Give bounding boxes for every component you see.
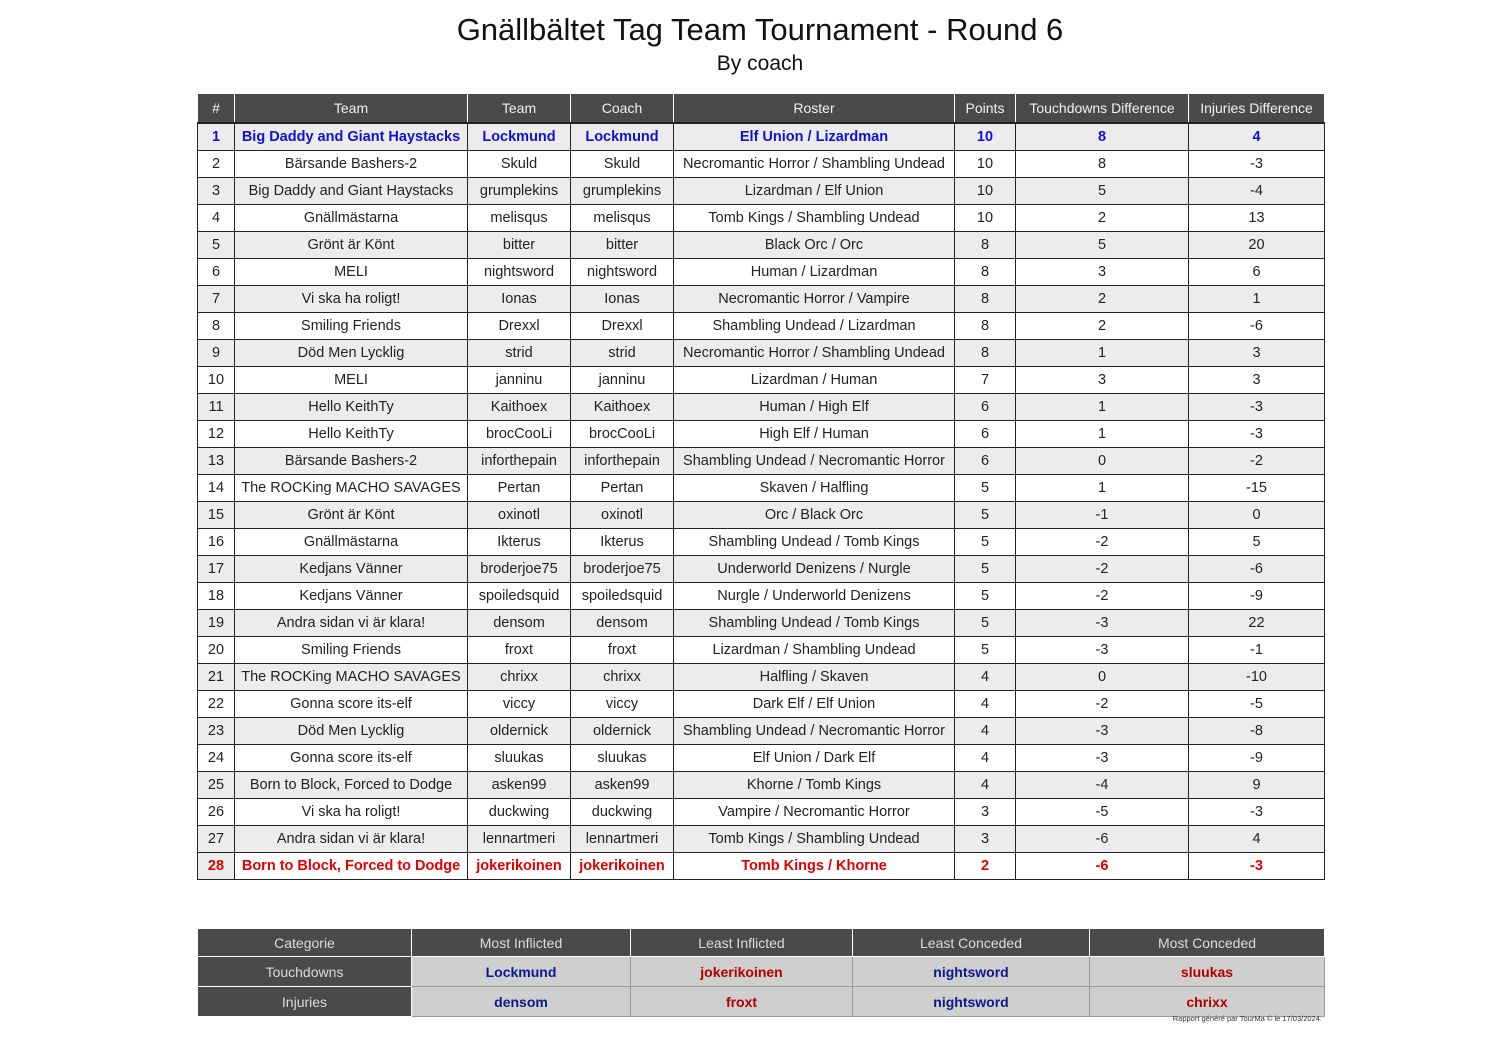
cell-roster: Lizardman / Shambling Undead <box>674 637 955 664</box>
cell-team: The ROCKing MACHO SAVAGES <box>235 475 468 502</box>
cell-rank: 22 <box>198 691 235 718</box>
cell-touchdowns-difference: -3 <box>1016 610 1189 637</box>
cell-points: 5 <box>955 637 1016 664</box>
cell-injuries-difference: 3 <box>1189 367 1325 394</box>
cell-team-2: froxt <box>468 637 571 664</box>
stats-most-conceded: sluukas <box>1090 957 1325 987</box>
cell-points: 5 <box>955 529 1016 556</box>
cell-team-2: bitter <box>468 232 571 259</box>
cell-coach: strid <box>571 340 674 367</box>
cell-rank: 12 <box>198 421 235 448</box>
table-row <box>198 583 1325 610</box>
cell-roster: Necromantic Horror / Shambling Undead <box>674 340 955 367</box>
table-row <box>198 745 1325 772</box>
cell-injuries-difference: 9 <box>1189 772 1325 799</box>
cell-roster: Orc / Black Orc <box>674 502 955 529</box>
cell-rank: 16 <box>198 529 235 556</box>
cell-roster: Lizardman / Human <box>674 367 955 394</box>
cell-team-2: Kaithoex <box>468 394 571 421</box>
cell-rank: 13 <box>198 448 235 475</box>
cell-touchdowns-difference: -3 <box>1016 637 1189 664</box>
table-row <box>198 664 1325 691</box>
cell-points: 10 <box>955 205 1016 232</box>
cell-points: 5 <box>955 556 1016 583</box>
cell-points: 6 <box>955 394 1016 421</box>
cell-team: Andra sidan vi är klara! <box>235 610 468 637</box>
cell-points: 5 <box>955 475 1016 502</box>
cell-roster: Elf Union / Dark Elf <box>674 745 955 772</box>
cell-coach: chrixx <box>571 664 674 691</box>
cell-coach: grumplekins <box>571 178 674 205</box>
cell-team: Död Men Lycklig <box>235 718 468 745</box>
cell-team-2: asken99 <box>468 772 571 799</box>
cell-points: 8 <box>955 313 1016 340</box>
cell-roster: Tomb Kings / Shambling Undead <box>674 826 955 853</box>
cell-rank: 23 <box>198 718 235 745</box>
cell-touchdowns-difference: 8 <box>1016 151 1189 178</box>
cell-injuries-difference: 13 <box>1189 205 1325 232</box>
cell-injuries-difference: 3 <box>1189 340 1325 367</box>
table-row <box>198 637 1325 664</box>
cell-team: Smiling Friends <box>235 313 468 340</box>
cell-rank: 15 <box>198 502 235 529</box>
table-row <box>198 232 1325 259</box>
column-header-team-2: Team <box>468 94 571 124</box>
cell-team: Död Men Lycklig <box>235 340 468 367</box>
cell-rank: 17 <box>198 556 235 583</box>
cell-team-2: nightsword <box>468 259 571 286</box>
cell-coach: spoiledsquid <box>571 583 674 610</box>
cell-rank: 18 <box>198 583 235 610</box>
table-row <box>198 340 1325 367</box>
cell-injuries-difference: -8 <box>1189 718 1325 745</box>
cell-rank: 5 <box>198 232 235 259</box>
report-footer: Rapport généré par TourMa © le 17/03/2024. <box>1172 1014 1322 1023</box>
cell-roster: Human / Lizardman <box>674 259 955 286</box>
cell-roster: Shambling Undead / Necromantic Horror <box>674 448 955 475</box>
cell-injuries-difference: -4 <box>1189 178 1325 205</box>
cell-touchdowns-difference: 2 <box>1016 313 1189 340</box>
cell-touchdowns-difference: -6 <box>1016 826 1189 853</box>
stats-header-categorie: Categorie <box>198 929 412 957</box>
cell-team-2: broderjoe75 <box>468 556 571 583</box>
table-row <box>198 367 1325 394</box>
cell-points: 8 <box>955 286 1016 313</box>
cell-team-2: Ionas <box>468 286 571 313</box>
cell-points: 3 <box>955 826 1016 853</box>
cell-rank: 2 <box>198 151 235 178</box>
cell-coach: inforthepain <box>571 448 674 475</box>
cell-team-2: Ikterus <box>468 529 571 556</box>
cell-points: 4 <box>955 718 1016 745</box>
stats-header-least-conceded: Least Conceded <box>853 929 1090 957</box>
cell-points: 8 <box>955 340 1016 367</box>
cell-roster: Khorne / Tomb Kings <box>674 772 955 799</box>
cell-team-2: Pertan <box>468 475 571 502</box>
cell-rank: 4 <box>198 205 235 232</box>
cell-coach: bitter <box>571 232 674 259</box>
stats-most-inflicted: Lockmund <box>412 957 631 987</box>
table-row <box>198 556 1325 583</box>
cell-points: 2 <box>955 853 1016 880</box>
cell-points: 3 <box>955 799 1016 826</box>
stats-category: Injuries <box>198 987 412 1017</box>
cell-rank: 14 <box>198 475 235 502</box>
page-title: Gnällbältet Tag Team Tournament - Round 6 <box>456 12 1064 47</box>
cell-injuries-difference: -9 <box>1189 745 1325 772</box>
table-row <box>198 259 1325 286</box>
cell-injuries-difference: -6 <box>1189 313 1325 340</box>
cell-touchdowns-difference: 1 <box>1016 340 1189 367</box>
cell-coach: oldernick <box>571 718 674 745</box>
cell-points: 10 <box>955 151 1016 178</box>
cell-team: Bärsande Bashers-2 <box>235 448 468 475</box>
cell-team: Grönt är Könt <box>235 232 468 259</box>
cell-team-2: strid <box>468 340 571 367</box>
cell-team-2: viccy <box>468 691 571 718</box>
cell-touchdowns-difference: -2 <box>1016 691 1189 718</box>
column-header-injuries-difference: Injuries Difference <box>1189 94 1325 124</box>
cell-team-2: Lockmund <box>468 123 571 151</box>
cell-touchdowns-difference: 2 <box>1016 286 1189 313</box>
cell-touchdowns-difference: -5 <box>1016 799 1189 826</box>
table-row <box>198 772 1325 799</box>
cell-injuries-difference: 20 <box>1189 232 1325 259</box>
cell-touchdowns-difference: 1 <box>1016 475 1189 502</box>
cell-roster: Vampire / Necromantic Horror <box>674 799 955 826</box>
cell-roster: Lizardman / Elf Union <box>674 178 955 205</box>
cell-injuries-difference: 22 <box>1189 610 1325 637</box>
cell-roster: Nurgle / Underworld Denizens <box>674 583 955 610</box>
cell-rank: 11 <box>198 394 235 421</box>
cell-roster: Necromantic Horror / Vampire <box>674 286 955 313</box>
cell-points: 5 <box>955 502 1016 529</box>
cell-touchdowns-difference: 1 <box>1016 394 1189 421</box>
cell-touchdowns-difference: 0 <box>1016 448 1189 475</box>
cell-points: 5 <box>955 610 1016 637</box>
column-header-team: Team <box>235 94 468 124</box>
cell-rank: 21 <box>198 664 235 691</box>
table-row <box>198 475 1325 502</box>
cell-roster: Necromantic Horror / Shambling Undead <box>674 151 955 178</box>
table-row <box>198 205 1325 232</box>
cell-injuries-difference: -3 <box>1189 853 1325 880</box>
cell-team: Vi ska ha roligt! <box>235 286 468 313</box>
cell-coach: nightsword <box>571 259 674 286</box>
stats-header-most-conceded: Most Conceded <box>1090 929 1325 957</box>
cell-injuries-difference: -6 <box>1189 556 1325 583</box>
cell-touchdowns-difference: 3 <box>1016 367 1189 394</box>
cell-injuries-difference: -9 <box>1189 583 1325 610</box>
cell-injuries-difference: -1 <box>1189 637 1325 664</box>
cell-roster: Human / High Elf <box>674 394 955 421</box>
cell-touchdowns-difference: 8 <box>1016 123 1189 151</box>
cell-team: Born to Block, Forced to Dodge <box>235 772 468 799</box>
cell-coach: broderjoe75 <box>571 556 674 583</box>
stats-least-conceded: nightsword <box>853 957 1090 987</box>
cell-rank: 25 <box>198 772 235 799</box>
cell-points: 8 <box>955 232 1016 259</box>
cell-touchdowns-difference: 0 <box>1016 664 1189 691</box>
cell-coach: Kaithoex <box>571 394 674 421</box>
table-row <box>198 151 1325 178</box>
cell-touchdowns-difference: 3 <box>1016 259 1189 286</box>
cell-touchdowns-difference: -2 <box>1016 556 1189 583</box>
cell-roster: Shambling Undead / Necromantic Horror <box>674 718 955 745</box>
cell-touchdowns-difference: -2 <box>1016 529 1189 556</box>
cell-coach: froxt <box>571 637 674 664</box>
cell-touchdowns-difference: -6 <box>1016 853 1189 880</box>
cell-coach: janninu <box>571 367 674 394</box>
cell-team-2: grumplekins <box>468 178 571 205</box>
rankings-body <box>198 123 1325 880</box>
cell-points: 8 <box>955 259 1016 286</box>
cell-injuries-difference: -3 <box>1189 421 1325 448</box>
cell-injuries-difference: 6 <box>1189 259 1325 286</box>
cell-team-2: duckwing <box>468 799 571 826</box>
table-row <box>198 691 1325 718</box>
cell-injuries-difference: -10 <box>1189 664 1325 691</box>
column-header-rank: # <box>198 94 235 124</box>
table-row <box>198 394 1325 421</box>
cell-team: Gnällmästarna <box>235 205 468 232</box>
cell-coach: duckwing <box>571 799 674 826</box>
cell-roster: Halfling / Skaven <box>674 664 955 691</box>
cell-team: Bärsande Bashers-2 <box>235 151 468 178</box>
table-row <box>198 853 1325 880</box>
cell-touchdowns-difference: 1 <box>1016 421 1189 448</box>
cell-rank: 7 <box>198 286 235 313</box>
column-header-touchdowns-difference: Touchdowns Difference <box>1016 94 1189 124</box>
cell-points: 4 <box>955 745 1016 772</box>
cell-coach: oxinotl <box>571 502 674 529</box>
cell-coach: brocCooLi <box>571 421 674 448</box>
cell-rank: 28 <box>198 853 235 880</box>
stats-least-conceded: nightsword <box>853 987 1090 1017</box>
cell-injuries-difference: -5 <box>1189 691 1325 718</box>
cell-injuries-difference: 1 <box>1189 286 1325 313</box>
rankings-table <box>197 93 1325 880</box>
stats-least-inflicted: jokerikoinen <box>631 957 853 987</box>
cell-rank: 26 <box>198 799 235 826</box>
cell-team-2: lennartmeri <box>468 826 571 853</box>
stats-row-injuries <box>198 987 1325 1017</box>
cell-roster: Skaven / Halfling <box>674 475 955 502</box>
cell-injuries-difference: 0 <box>1189 502 1325 529</box>
cell-rank: 24 <box>198 745 235 772</box>
table-row <box>198 421 1325 448</box>
page-subtitle: By coach <box>716 52 804 75</box>
cell-roster: High Elf / Human <box>674 421 955 448</box>
cell-roster: Shambling Undead / Tomb Kings <box>674 529 955 556</box>
cell-team-2: sluukas <box>468 745 571 772</box>
cell-touchdowns-difference: -2 <box>1016 583 1189 610</box>
cell-coach: jokerikoinen <box>571 853 674 880</box>
cell-team: Big Daddy and Giant Haystacks <box>235 178 468 205</box>
cell-team-2: oxinotl <box>468 502 571 529</box>
cell-coach: Ikterus <box>571 529 674 556</box>
cell-points: 10 <box>955 178 1016 205</box>
cell-injuries-difference: -3 <box>1189 799 1325 826</box>
cell-coach: viccy <box>571 691 674 718</box>
cell-coach: Skuld <box>571 151 674 178</box>
cell-injuries-difference: -3 <box>1189 394 1325 421</box>
cell-roster: Dark Elf / Elf Union <box>674 691 955 718</box>
cell-rank: 9 <box>198 340 235 367</box>
cell-touchdowns-difference: -1 <box>1016 502 1189 529</box>
cell-team: Gonna score its-elf <box>235 691 468 718</box>
stats-header-most-inflicted: Most Inflicted <box>412 929 631 957</box>
cell-injuries-difference: -15 <box>1189 475 1325 502</box>
table-row <box>198 313 1325 340</box>
table-row <box>198 799 1325 826</box>
cell-rank: 10 <box>198 367 235 394</box>
stats-header-least-inflicted: Least Inflicted <box>631 929 853 957</box>
table-row <box>198 826 1325 853</box>
cell-roster: Shambling Undead / Tomb Kings <box>674 610 955 637</box>
cell-injuries-difference: -3 <box>1189 151 1325 178</box>
stats-row-touchdowns <box>198 957 1325 987</box>
cell-team: Kedjans Vänner <box>235 583 468 610</box>
cell-coach: asken99 <box>571 772 674 799</box>
cell-team: Hello KeithTy <box>235 421 468 448</box>
cell-team-2: janninu <box>468 367 571 394</box>
cell-rank: 27 <box>198 826 235 853</box>
cell-points: 6 <box>955 421 1016 448</box>
cell-points: 7 <box>955 367 1016 394</box>
cell-points: 5 <box>955 583 1016 610</box>
table-row <box>198 448 1325 475</box>
cell-team: Big Daddy and Giant Haystacks <box>235 123 468 151</box>
cell-points: 4 <box>955 664 1016 691</box>
stats-category: Touchdowns <box>198 957 412 987</box>
cell-roster: Elf Union / Lizardman <box>674 123 955 151</box>
cell-injuries-difference: 4 <box>1189 123 1325 151</box>
table-row <box>198 718 1325 745</box>
cell-rank: 6 <box>198 259 235 286</box>
stats-least-inflicted: froxt <box>631 987 853 1017</box>
cell-team-2: brocCooLi <box>468 421 571 448</box>
statistics-header-row <box>198 929 1325 957</box>
cell-roster: Shambling Undead / Lizardman <box>674 313 955 340</box>
cell-points: 4 <box>955 691 1016 718</box>
cell-team: Andra sidan vi är klara! <box>235 826 468 853</box>
cell-rank: 1 <box>198 123 235 151</box>
cell-touchdowns-difference: -3 <box>1016 718 1189 745</box>
cell-team: Hello KeithTy <box>235 394 468 421</box>
cell-touchdowns-difference: 2 <box>1016 205 1189 232</box>
cell-team: Gnällmästarna <box>235 529 468 556</box>
cell-points: 6 <box>955 448 1016 475</box>
cell-rank: 3 <box>198 178 235 205</box>
cell-coach: Pertan <box>571 475 674 502</box>
cell-team-2: jokerikoinen <box>468 853 571 880</box>
column-header-roster: Roster <box>674 94 955 124</box>
cell-touchdowns-difference: -3 <box>1016 745 1189 772</box>
statistics-table <box>197 928 1325 1017</box>
table-row <box>198 610 1325 637</box>
cell-coach: melisqus <box>571 205 674 232</box>
cell-team: The ROCKing MACHO SAVAGES <box>235 664 468 691</box>
cell-roster: Black Orc / Orc <box>674 232 955 259</box>
cell-team: Gonna score its-elf <box>235 745 468 772</box>
cell-team: Born to Block, Forced to Dodge <box>235 853 468 880</box>
cell-injuries-difference: -2 <box>1189 448 1325 475</box>
cell-team-2: chrixx <box>468 664 571 691</box>
cell-rank: 20 <box>198 637 235 664</box>
cell-rank: 8 <box>198 313 235 340</box>
cell-team-2: oldernick <box>468 718 571 745</box>
column-header-coach: Coach <box>571 94 674 124</box>
cell-team: MELI <box>235 367 468 394</box>
table-row <box>198 178 1325 205</box>
cell-team-2: inforthepain <box>468 448 571 475</box>
stats-most-conceded: chrixx <box>1090 987 1325 1017</box>
cell-injuries-difference: 4 <box>1189 826 1325 853</box>
table-row <box>198 286 1325 313</box>
cell-points: 10 <box>955 123 1016 151</box>
table-row <box>198 529 1325 556</box>
table-row <box>198 123 1325 151</box>
cell-team: MELI <box>235 259 468 286</box>
cell-coach: densom <box>571 610 674 637</box>
cell-coach: sluukas <box>571 745 674 772</box>
stats-most-inflicted: densom <box>412 987 631 1017</box>
cell-team: Grönt är Könt <box>235 502 468 529</box>
table-row <box>198 502 1325 529</box>
rankings-header-row <box>198 94 1325 124</box>
column-header-points: Points <box>955 94 1016 124</box>
cell-roster: Underworld Denizens / Nurgle <box>674 556 955 583</box>
cell-team-2: Skuld <box>468 151 571 178</box>
cell-team: Smiling Friends <box>235 637 468 664</box>
cell-coach: Ionas <box>571 286 674 313</box>
cell-coach: Drexxl <box>571 313 674 340</box>
cell-rank: 19 <box>198 610 235 637</box>
cell-touchdowns-difference: 5 <box>1016 178 1189 205</box>
cell-touchdowns-difference: 5 <box>1016 232 1189 259</box>
cell-team-2: densom <box>468 610 571 637</box>
cell-touchdowns-difference: -4 <box>1016 772 1189 799</box>
cell-coach: Lockmund <box>571 123 674 151</box>
cell-team-2: melisqus <box>468 205 571 232</box>
cell-roster: Tomb Kings / Shambling Undead <box>674 205 955 232</box>
cell-roster: Tomb Kings / Khorne <box>674 853 955 880</box>
cell-coach: lennartmeri <box>571 826 674 853</box>
cell-team-2: Drexxl <box>468 313 571 340</box>
cell-team: Vi ska ha roligt! <box>235 799 468 826</box>
cell-team: Kedjans Vänner <box>235 556 468 583</box>
cell-points: 4 <box>955 772 1016 799</box>
cell-injuries-difference: 5 <box>1189 529 1325 556</box>
cell-team-2: spoiledsquid <box>468 583 571 610</box>
